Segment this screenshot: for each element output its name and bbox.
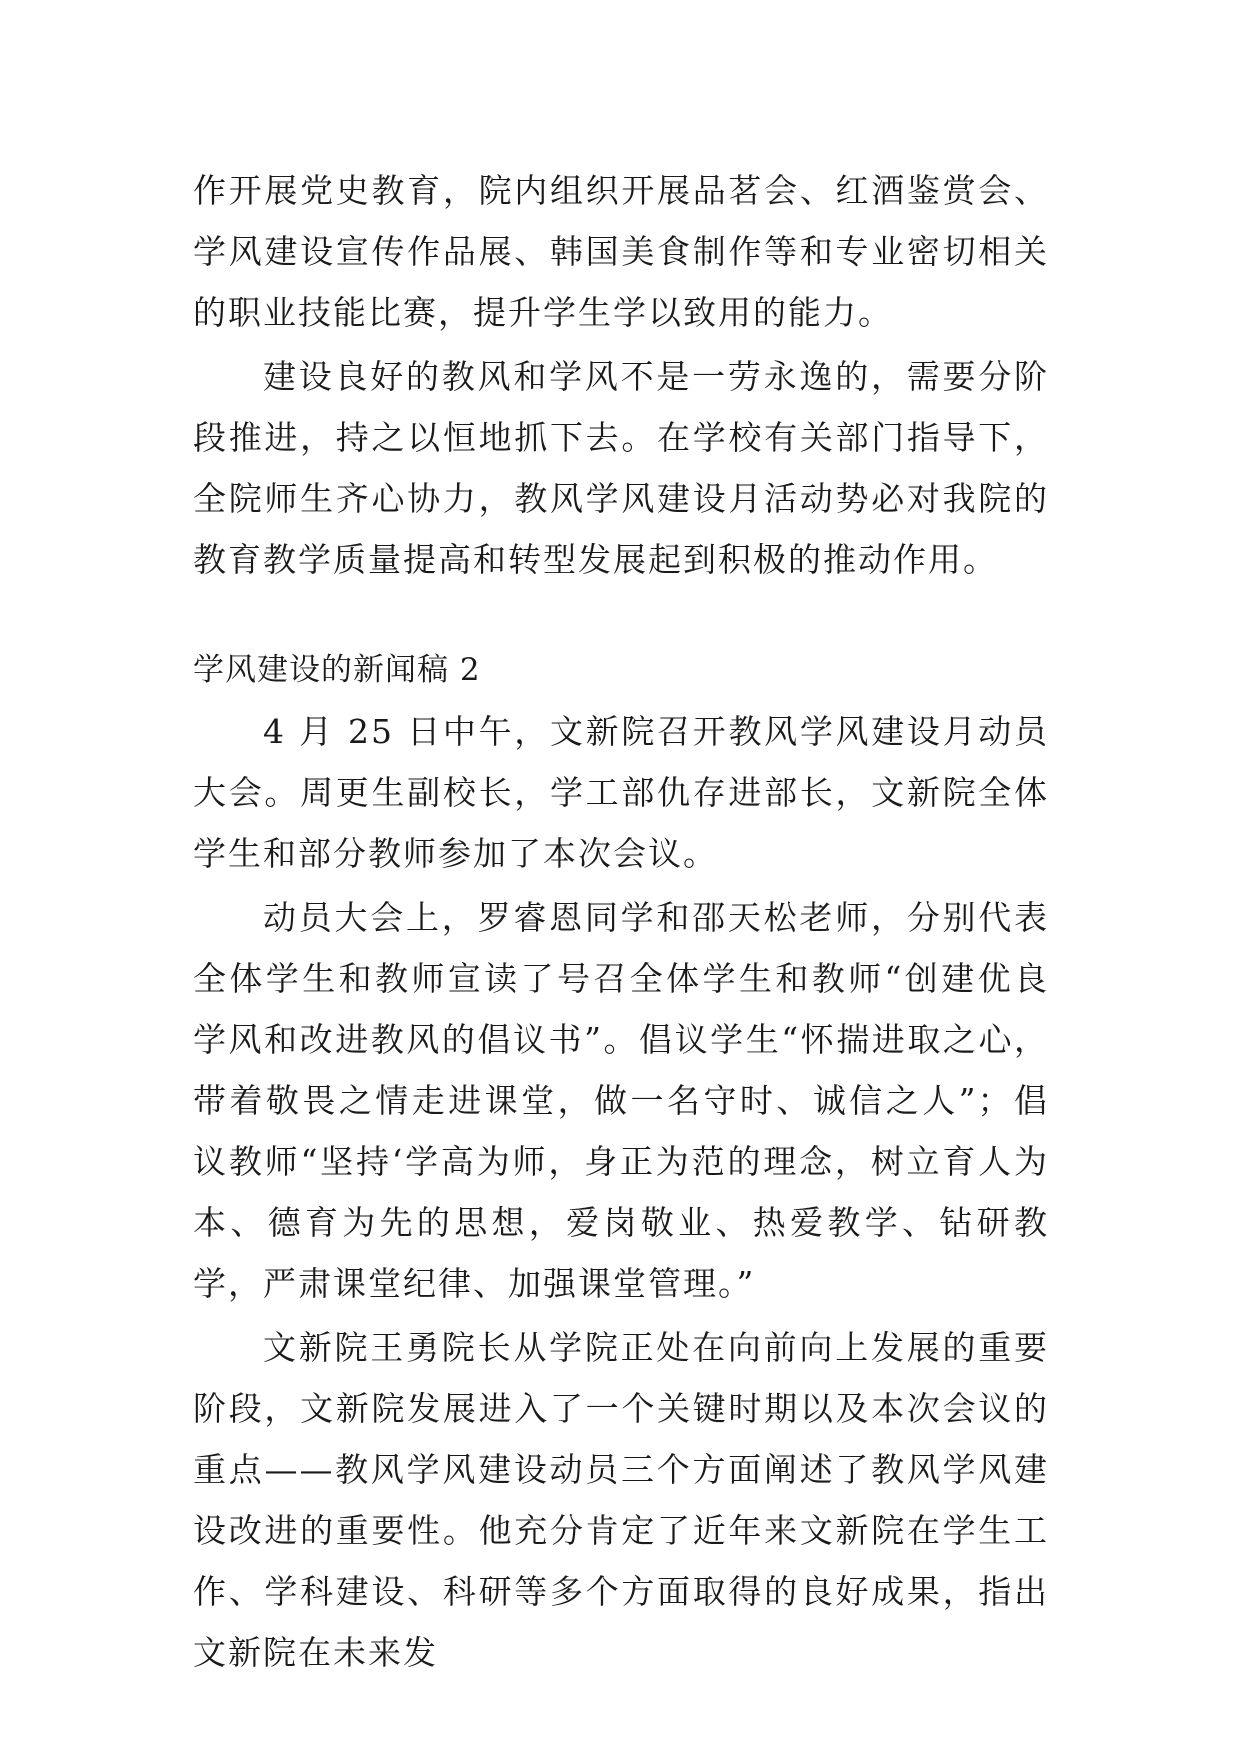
paragraph-initiative: 动员大会上，罗睿恩同学和邵天松老师，分别代表全体学生和教师宣读了号召全体学生和教师“创建优良学风和改进教风的倡议书”。倡议学生“怀揣进取之心，带着敬畏之情走进课堂，做一名守时、诚信之人”；倡议教师“坚持‘学高为师，身正为范的理念，树立育人为本、德育为先的思想，爱岗敬业、热爱教学、钻研教学，严肃课堂纪律、加强课堂管理。” <box>193 898 1049 1303</box>
paragraph-continued: 作开展党史教育，院内组织开展品茗会、红酒鉴赏会、学风建设宣传作品展、韩国美食制作等和专业密切相关的职业技能比赛，提升学生学以致用的能力。 <box>193 171 1049 332</box>
paragraph-dean-speech: 文新院王勇院长从学院正处在向前向上发展的重要阶段，文新院发展进入了一个关键时期以及本次会议的重点——教风学风建设动员三个方面阐述了教风学风建设改进的重要性。他充分肯定了近年来文新院在学生工作、学科建设、科研等多个方面取得的良好成果，指出文新院在未来发 <box>193 1328 1049 1672</box>
section-title: 学风建设的新闻稿 2 <box>193 652 481 688</box>
paragraph-conclusion: 建设良好的教风和学风不是一劳永逸的，需要分阶段推进，持之以恒地抓下去。在学校有关部门指导下，全院师生齐心协力，教风学风建设月活动势必对我院的教育教学质量提高和转型发展起到积极的推动作用。 <box>193 357 1049 579</box>
paragraph-meeting-intro: 4 月 25 日中午，文新院召开教风学风建设月动员大会。周更生副校长，学工部仇存进部长，文新院全体学生和部分教师参加了本次会议。 <box>193 712 1049 873</box>
document-page <box>193 160 1049 1683</box>
